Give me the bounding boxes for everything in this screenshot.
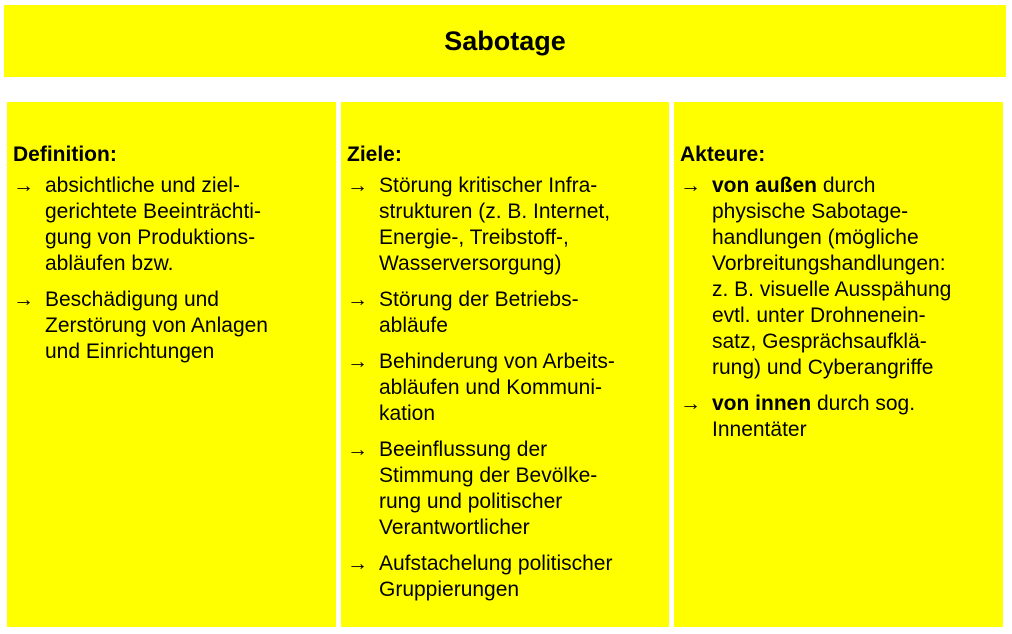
item-text: strukturen (z. B. Internet, [379,200,611,223]
page-title: Sabotage [4,5,1006,77]
list-item [347,437,669,541]
item-text: Vorbreitungshandlungen: [712,252,946,275]
goals-column [341,102,669,627]
arrow-right-icon: → [347,552,368,575]
item-list [680,173,1003,443]
item-line [45,173,336,199]
item-list [13,173,336,365]
item-line [45,199,336,225]
item-line [379,463,669,489]
item-line [45,339,336,365]
arrow-right-icon: → [13,288,34,311]
item-line [379,251,669,277]
item-line [712,329,1003,355]
list-item [347,173,669,277]
item-line [379,173,669,199]
item-text: Innentäter [712,418,807,441]
item-line [712,277,1003,303]
item-text: Beeinflussung der [379,438,548,461]
item-line [379,349,669,375]
item-line [712,199,1003,225]
item-text: rung) und Cyberangriffe [712,356,934,379]
item-text: kation [379,402,436,425]
item-text: abläufen bzw. [45,252,174,275]
item-text: Zerstörung von Anlagen [45,314,268,337]
item-emphasis: von außen [712,174,818,197]
item-text: physische Sabotage- [712,200,909,223]
item-line [379,199,669,225]
item-line [45,287,336,313]
list-item [13,287,336,365]
column-heading: Definition: [13,143,117,166]
list-item [347,349,669,427]
item-line [712,173,1003,199]
item-line [45,225,336,251]
arrow-right-icon: → [347,438,368,461]
actors-column [674,102,1003,627]
list-item [347,551,669,603]
item-text: evtl. unter Drohnenein- [712,304,926,327]
item-text: durch [817,174,876,197]
item-text: durch sog. [811,392,916,415]
item-text: z. B. visuelle Ausspähung [712,278,952,301]
item-text: abläufe [379,314,448,337]
arrow-right-icon: → [680,392,701,415]
item-line [379,551,669,577]
item-text: absichtliche und ziel- [45,174,240,197]
item-text: abläufen und Kommuni- [379,376,602,399]
item-text: Störung der Betriebs- [379,288,579,311]
arrow-right-icon: → [347,350,368,373]
item-text: Störung kritischer Infra- [379,174,598,197]
item-list [347,173,669,603]
item-line [45,251,336,277]
item-line [379,577,669,603]
item-text: Stimmung der Bevölke- [379,464,598,487]
item-line [379,375,669,401]
item-line [379,401,669,427]
item-text: handlungen (mögliche [712,226,919,249]
item-line [379,437,669,463]
list-item [13,173,336,277]
item-emphasis: von innen [712,392,812,415]
item-text: Wasserversorgung) [379,252,562,275]
item-text: Energie-, Treibstoff-, [379,226,569,249]
item-line [379,515,669,541]
item-line [379,225,669,251]
item-text: Aufstachelung politischer [379,552,613,575]
arrow-right-icon: → [680,174,701,197]
item-text: Verantwortlicher [379,516,530,539]
item-line [712,303,1003,329]
item-line [712,251,1003,277]
list-item [347,287,669,339]
item-text: gung von Produktions- [45,226,256,249]
definition-column [7,102,336,627]
item-line [712,391,1003,417]
column-heading: Akteure: [680,143,766,166]
item-line [379,313,669,339]
item-line [712,355,1003,381]
list-item [680,391,1003,443]
item-text: rung und politischer [379,490,563,513]
item-text: Beschädigung und [45,288,219,311]
item-text: gerichtete Beeinträchti- [45,200,261,223]
arrow-right-icon: → [347,174,368,197]
arrow-right-icon: → [347,288,368,311]
item-line [379,287,669,313]
item-text: Gruppierungen [379,578,520,601]
item-text: satz, Gesprächsaufklä- [712,330,927,353]
item-text: Behinderung von Arbeits- [379,350,615,373]
arrow-right-icon: → [13,174,34,197]
item-line [712,225,1003,251]
column-heading: Ziele: [347,143,402,166]
item-line [712,417,1003,443]
list-item [680,173,1003,381]
item-line [45,313,336,339]
item-line [379,489,669,515]
item-text: und Einrichtungen [45,340,215,363]
